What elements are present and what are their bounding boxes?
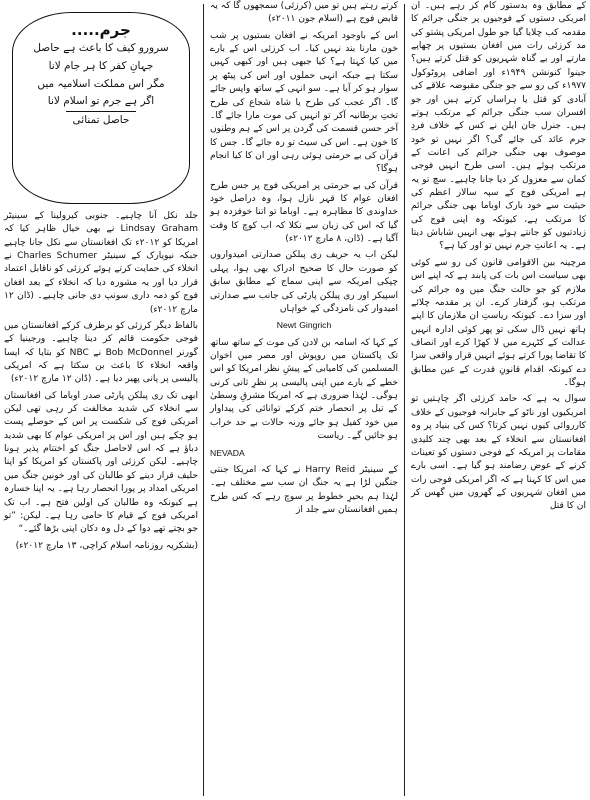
- paragraph: اس کے باوجود امریکہ نے افغان بستیوں پر شب خون مارنا بند نہیں کیا۔ اب کرزئی اس کے بارے میں کیا کہتا ہے؟ کیا جبھی ہیں اور کبھی کہیں سکتا ہے جبکہ انہی حملوں اور اس کی پیٹھ پر سوار ہو کر آیا ہے۔ سو انہی کے ساتھ واپس جائے گا۔ اگر عجب کی طرح یا شاہ شجاع کی طرح تختِ برطانیہ آکر تو انہیں کی موت مارا جائے گا۔ آخر حسن قسمت کی گردن پر اس کے ہم وطنوں کا خون ہے۔ اس کی سیٹ تو رہ جائے گا۔ جس کا قرآن کی بے حرمتی ہوئی رہی اور ان کا کیا انجام ہوگا؟: [210, 30, 398, 175]
- poet-name: حاصل تمنائی: [72, 114, 130, 127]
- state-nevada: NEVADA: [210, 447, 245, 458]
- paragraph: لیکن اب یہ حریف ری پبلکن صدارتی امیدواروں کو صورت حال کا صحیح ادراک بھی ہوا، پہلی چپکی امریکہ سے اپنی سماج کے مطابق سابق اسپیکر اور ری پبلکن پارٹی کی جانب سے صدارتی امیدوار کی نامزدگی کے خواہاں: [210, 250, 398, 314]
- latin-state: [210, 447, 398, 461]
- poem-line: مگر اس مملکت اسلامیہ میں: [37, 77, 165, 90]
- paragraph: سوال یہ ہے کہ حامد کرزئی اگر چاہتیں تو امریکیوں اور ناٹو کے جابرانہ فوجیوں کے خلاف کارروائی کیوں نہیں کرتا؟ کس کی بنیاد پر وہ افغانستان سے انخلاء کے بعد بھی چند کلیدی مقامات پر امریکہ کے فوجی دستوں کو تعینات کرنے کے عوض رضامند ہو گیا ہے۔ اسی بارے میں اس کا کہنا ہے کہ اگر امریکی فوجی رات میں افغان شہریوں کے گھروں میں گھس کر ان کا قتل: [411, 394, 586, 512]
- latin-names: [210, 319, 398, 333]
- paragraph: بالفاظ دیگر کرزئی کو برطرف کرکے افغانستان میں فوجی حکومت قائم کر دینا چاہیے۔ ورجینیا کے گورنر Bob McDonnel نے NBC کو بتایا کہ ایسا واقعہ انخلاء کا باعث بن سکتا ہے کہ امریکی پالیسی پر پانی پھیر دیا ہے۔ (ڈان ۱۲ مارچ ۲۰۱۲ء): [4, 320, 199, 385]
- paragraph: کرتے رہتے ہیں تو میں (کرزئی) سمجھوں گا کہ یہ قابض فوج ہے (اسلام جون ۲۰۱۱ء): [210, 1, 398, 25]
- poem-line: جہانِ کفر کا ہر جام لانا: [48, 59, 154, 72]
- right-column: [407, 0, 590, 800]
- poem-line: سرورو کیف کا باعث ہے حاصل: [33, 42, 169, 54]
- paragraph: کے کہا کہ اسامہ بن لادن کی موت کے ساتھ ساتھ تک پاکستان میں روپوش اور مصر میں اخوان المسلمین کی کامیابی کے پیشِ نظر امریکا کو اس خطے کے بارے میں اپنی پالیسی پر نظرِ ثانی کرنی ہوگی۔ لہٰذا ضروری ہے کہ امریکا مشرقِ وسطیٰ کے تیل پر انحصار ختم کرکے توانائی کی پیداوار میں خود کفیل ہو جائے ورنہ حالات بے حد خراب ہو جائیں گے۔ ریاست: [210, 337, 398, 442]
- paragraph: قرآن کی بے حرمتی پر امریکی فوج پر جس طرح افغان عوام کا قہر نازل ہوا، وہ دراصل خود خداوندی کا مظاہرہ ہے۔ اوباما تو اتنا خوفزدہ ہو گیا کہ اس کی زبان سے نکلا کہ اب کوچ کا وقت آگیا ہے۔ (ڈان، ۸ مارچ ۲۰۱۲ء): [210, 180, 398, 245]
- paragraph: مرچینہ بین الاقوامی قانون کی رو سے کوئی بھی سیاست اس بات کی پابند ہے کہ اپنے اس ملازم کو جو حالت جنگ میں وہ جرائم کی مرتکب ہو، گرفتار کرے۔ ان پر مقدمہ چلائے اور سزا دے۔ کیونکہ ریاستِ ان ملازمان کا اپنے ہاتھ نہیں ڈال سکی تو پھر کوئی ادارہ انہیں عدالت کے کٹہرے میں لا کھڑا کرے اور انصاف کا تقاضا پورا کرتے ہوئے انہیں قرار واقعی سزا دے کیونکہ اقدام قانونِ قدرت کے عین مطابق ہوگا۔: [411, 257, 586, 389]
- paragraph: ابھی تک ری پبلکن پارٹی صدر اوباما کی افغانستان سے انخلاء کی شدید مخالفت کر رہی تھی لیکن امریکی فوج کی شکست پر اس کے حوصلے پست ہو چکے ہیں اور اس پر امریکی عوام کا بھی شدید دباؤ ہے کہ اس لاحاصل جنگ کو اختتام پذیر ہونا چاہیے۔ لیکن کرزئی اور پاکستان کو امریکا کو اپنا حلیف قرار دینے کو طالبان کی اور خونین جنگ میں امریکی امداد پر پورا انحصار رہا ہے۔ یہ اپنا خسارہ ہے کیونکہ وہ طالبان کی اولین فتح ہے۔ اب تک امریکی فوج کے قیام کا حامی رہا ہے۔ لیکن: ”تو جو بچتے تھے دوا کے دل وہ دکان اپنی بڑھا گئے۔“: [4, 390, 198, 535]
- name-gingrich: Gingrich: [299, 320, 332, 331]
- paragraph: کے مطابق وہ بدستور کام کر رہے ہیں۔ ان امریکی دستوں کے فوجیوں پر جنگی جرائم کا مقدمہ کب چلایا گیا جو طول امریکی پشتو کی مد کرزئی رات میں افغان بستیوں پر چھاپے مارتے اور بے گناہ شہریوں کو قتل کرتے ہیں؟ جینوا کنونشن ۱۹۴۹ء اور اضافی پروٹوکول ۱۹۷۷ء کی رو سے جو جنگی مقبوضہ علاقے کی آبادی کو قتل یا ہراساں کرتے ہیں اور جو افسران سب جنگی جرائم کے مرتکب ہوتے ہیں۔ جنرل جان ایلن نے کس کے خلاف فردِ جرم عائد کی جائے گی؟ اگر نہیں تو خود موصوف بھی جنگی جرائم کی اعانت کے مرتکب ہوئے ہیں۔ اسی طرح انہیں فوجی کمان سے معزول کر دیا جانا چاہیے۔ سچ تو یہ ہے امریکی فوج کے سپہ سالار اعظم کی حیثیت سے خود بارک اوباما بھی جنگی جرائم کا مرتکب ہے، کیونکہ وہ اپنی فوج کی زیادتیوں کو جانتے ہوئے بھی انہیں شاباش دیتا ہے۔ یہ اعانتِ جرم نہیں تو اور کیا ہے؟: [411, 1, 586, 252]
- source-credit: (بشکریہ روزنامہ اسلام کراچی، ۱۳ مارچ ۲۰۱۲ء): [15, 540, 198, 551]
- name-newt: Newt: [276, 320, 297, 331]
- middle-column: [206, 0, 402, 800]
- left-column: [0, 0, 202, 800]
- poem-box: [12, 12, 190, 204]
- paragraph: کے سینیٹر Harry Reid نے کہا کہ امریکا جنتی جنگیں لڑا ہے یہ جنگ ان سب سے مختلف ہے۔ لہٰذا ہم بحیرِ خطوط پر سوچ رہے کہ کس طرح ہمیں افغانستان سے جلد از: [210, 464, 398, 515]
- divider: [66, 111, 136, 112]
- paragraph: جلد نکل آنا چاہیے۔ جنوبی کیرولینا کے سینیٹر Lindsay Graham نے بھی خیال ظاہر کیا کہ امریکا کو ۲۰۱۲ء تک افغانستان سے نکل جانا چاہیے جبکہ نیویارک کے سینیٹر Charles Schumer نے انخلاء کی حمایت کرتے ہوئے کرزئی کو ناقابل اعتماد قرار دیا اور یہ مشورہ دیا کہ انخلاء کے بعد افغان فوج کو ذمہ داری سونپ دی جانی چاہیے۔ (ڈان ۱۲ مارچ ۲۰۱۲ء): [4, 211, 199, 315]
- poem-line: اگر ہے جرم تو اسلام لانا: [47, 95, 155, 108]
- poem-title: جرم.....: [71, 21, 131, 39]
- column-divider: [404, 4, 405, 796]
- column-divider: [203, 4, 204, 796]
